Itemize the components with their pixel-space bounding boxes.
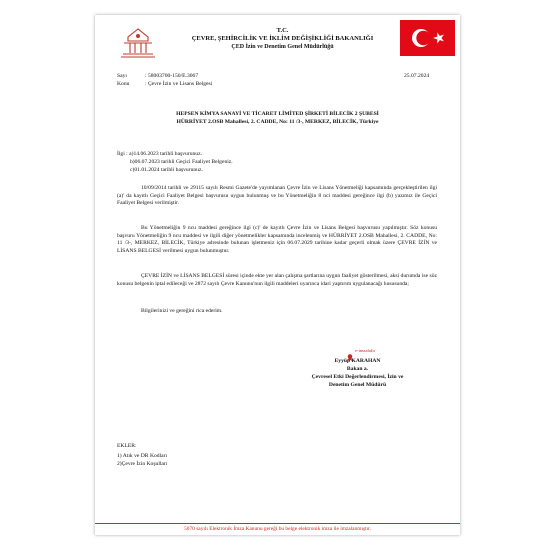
reference-a: İlgi : a)14.06.2023 tarihli başvurunuz. (117, 151, 202, 157)
footer-note: 5070 sayılı Elektronik İmza Kanunu gereği bu belge elektronik imza ile imzalanmıştır. (184, 526, 371, 532)
ministry-name: ÇEVRE, ŞEHİRCİLİK VE İKLİM DEĞİŞİKLİĞİ BAKANLIĞI (191, 35, 374, 42)
e-signature-icon (347, 348, 353, 355)
body-paragraph-2: Bu Yönetmeliğin 9 ncu maddesi gereğince ilgi (c)' de kayıtlı Çevre İzin ve Lisans Belgesi başvurusu yapılmıştır. Söz konusu başvuru Yönetmeliğin 9 ncu maddesi ve ilgili diğer yönetmelikler kapsamında incelenmiş ve HÜRRİYET 2.OSB Mahallesi, 2. CADDE, No: 11 /3-, MERKEZ, BİLECİK, Türkiye adresinde bulunan işletmeniz için 06.07.2029 tarihine kadar geçerli olmak üzere ÇEVRE İZİN ve LİSANS BELGESİ verilmesi uygun bulunmuştur. (117, 225, 437, 254)
konu-value: : Çevre İzin ve Lisans Belgesi (145, 81, 213, 87)
attachment-item-1: 1) Atık ve DR Kodları (117, 453, 168, 459)
e-signature-label: e-imzalıdır (355, 348, 376, 353)
closing-line: Bilgilerinizi ve gereğini rica ederim. (141, 308, 223, 314)
body-paragraph-1: 10/09/2014 tarihli ve 29115 sayılı Resmi Gazete'de yayımlanan Çevre İzin ve Lisans Yönetmeliği kapsamında gerçekleştirilen ilgi (a)' da kayıtlı Geçici Faaliyet Belgesi başvurusu uygun bulunmuş ve bu Yönetmeliğin 8 nci maddesi gereğince ilgi (b) yazımız ile Geçici Faaliyet Belgesi verilmiştir. (117, 185, 437, 207)
document-page (95, 15, 460, 535)
sayi-label: Sayı (117, 73, 127, 79)
konu-label: Konu (117, 81, 130, 87)
turkish-flag-icon (400, 20, 455, 56)
signer-title-2: Çevresel Etki Değerlendirmesi, İzin ve (311, 374, 404, 380)
signer-title-3: Denetim Genel Müdürü (328, 382, 387, 388)
ministry-logo-icon (118, 27, 158, 61)
directorate-name: ÇED İzin ve Denetim Genel Müdürlüğü (231, 44, 334, 50)
sayi-value: : 58003700-150/E.3067 (145, 73, 199, 79)
attachments-heading: EKLER: (117, 443, 137, 449)
signer-title-1: Bakan a. (346, 366, 369, 372)
reference-c: c)01.01.2024 tarihli başvurunuz. (130, 167, 203, 173)
signer-name: Eyyüp KARAHAN (334, 358, 381, 364)
attachment-item-2: 2)Çevre İzin Koşulları (117, 461, 168, 467)
body-paragraph-3: ÇEVRE İZİN ve LİSANS BELGESİ süresi içinde ekte yer alan çalışma şartlarına uygun faaliyet gösterilmesi, aksi durumda ise söz konusu belgenin iptal edileceği ve 2872 sayılı Çevre Kanunu'nun ilgili maddeleri uyarınca idari yaptırım uygulanacağı hususunda; (117, 273, 437, 287)
addressee-line-1: HEPSEN KİMYA SANAYİ VE TİCARET LİMİTED ŞİRKETİ BİLECİK 2 ŞUBESİ (176, 111, 379, 117)
reference-b: b)06.07.2023 tarihli Geçici Faaliyet Belgeniz. (130, 159, 233, 165)
document-date: 25.07.2024 (404, 73, 430, 79)
header-tc: T.C. (276, 27, 289, 34)
addressee-line-2: HÜRRİYET 2.OSB Mahallesi, 2. CADDE, No: 11 /3-, MERKEZ, BİLECİK, Türkiye (176, 119, 379, 125)
footer-divider (95, 523, 460, 524)
